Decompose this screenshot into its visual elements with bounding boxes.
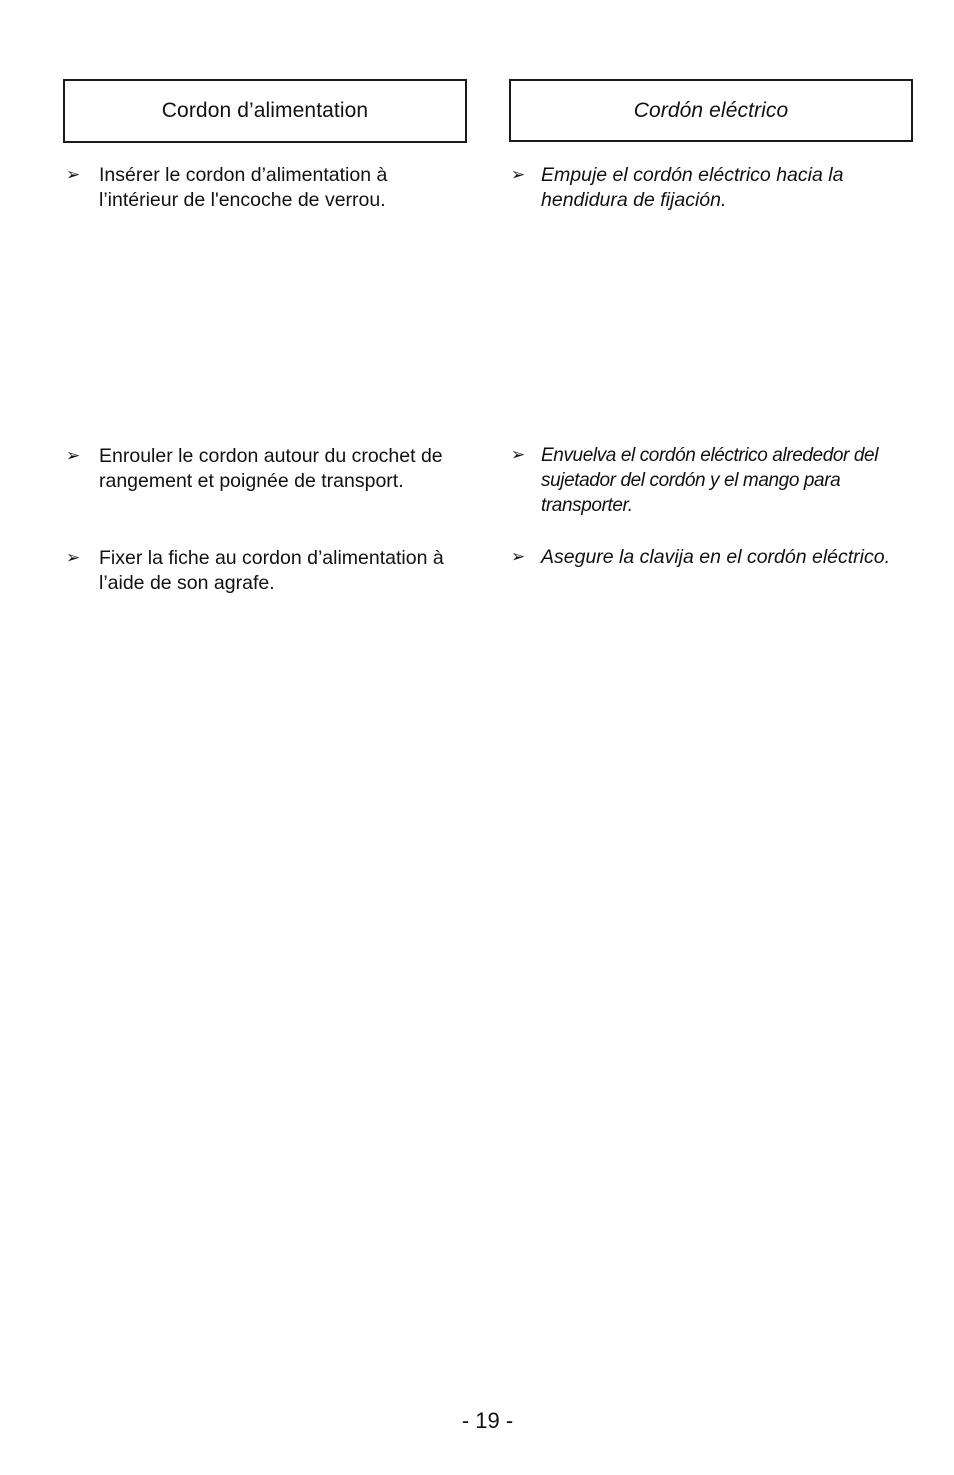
spanish-item-1 [509, 163, 913, 213]
spanish-item-2-text: Envuelva el cordón eléctrico alrededor del sujetador del cordón y el mango para transporter. [541, 445, 879, 516]
spanish-item-3 [509, 545, 913, 570]
arrow-bullet-icon: ➢ [511, 165, 526, 185]
french-item-2 [63, 444, 467, 494]
french-item-3 [63, 546, 467, 596]
arrow-bullet-icon: ➢ [511, 547, 526, 567]
spanish-item-3-text: Asegure la clavija en el cordón eléctrico. [541, 546, 891, 568]
page-number: - 19 - [461, 1408, 514, 1433]
french-section-heading: Cordon d’alimentation [63, 79, 467, 143]
french-item-1 [63, 163, 467, 213]
arrow-bullet-icon: ➢ [511, 445, 526, 465]
spanish-section-heading: Cordón eléctrico [509, 79, 913, 142]
arrow-bullet-icon: ➢ [66, 446, 81, 466]
arrow-bullet-icon: ➢ [66, 165, 81, 185]
arrow-bullet-icon: ➢ [66, 548, 81, 568]
french-item-3-text: Fixer la fiche au cordon d’alimentation à l’aide de son agrafe. [99, 547, 444, 594]
spanish-item-1-text: Empuje el cordón eléctrico hacia la hendidura de fijación. [541, 164, 844, 211]
french-item-1-text: Insérer le cordon d’alimentation à l’intérieur de l'encoche de verrou. [99, 164, 388, 211]
french-item-2-text: Enrouler le cordon autour du crochet de rangement et poignée de transport. [99, 445, 443, 492]
spanish-item-2 [509, 443, 913, 518]
